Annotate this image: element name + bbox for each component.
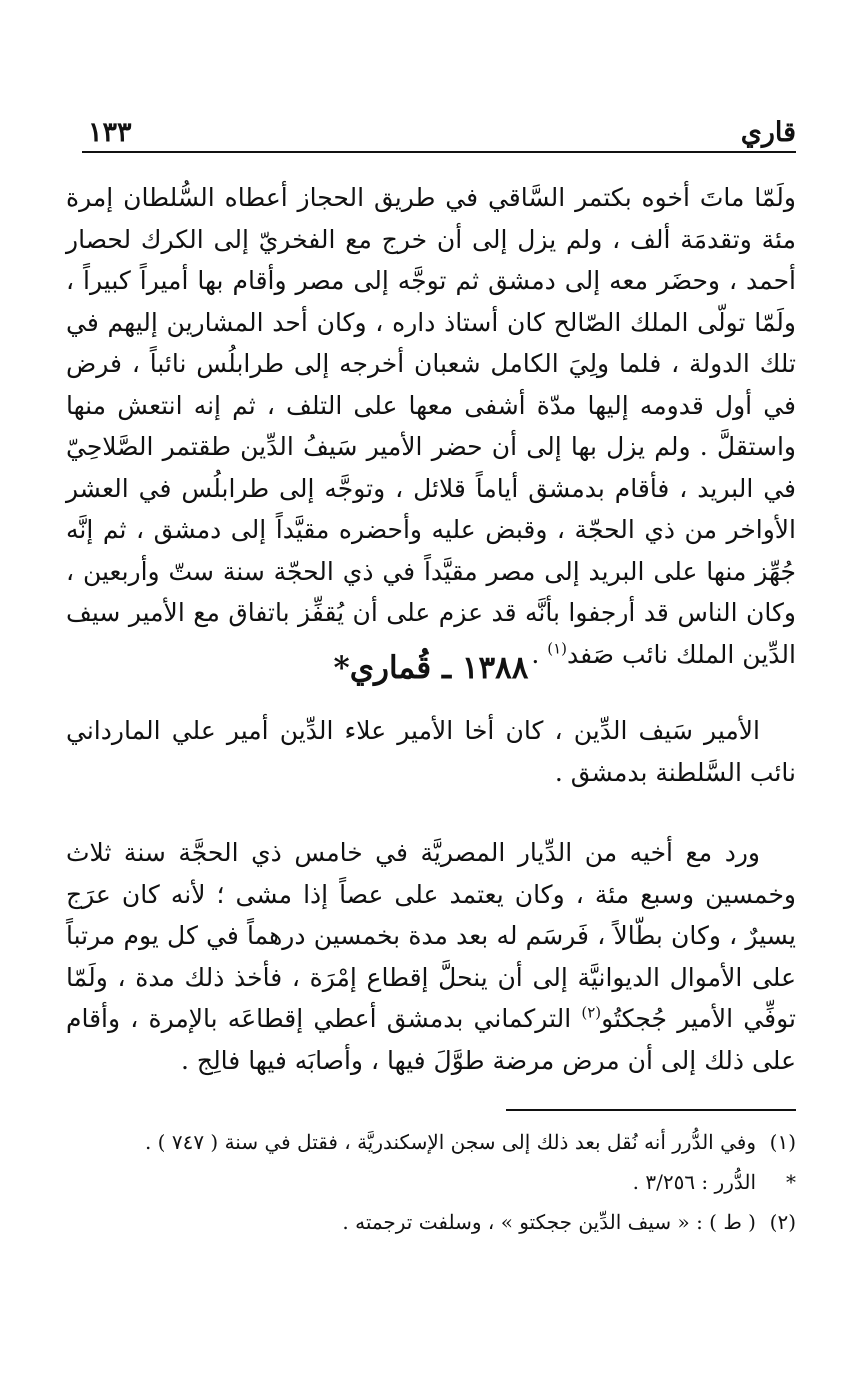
entry-title: ١٣٨٨ ـ قُماري* [333,650,529,686]
entry-intro-paragraph: الأمير سَيف الدِّين ، كان أخا الأمير علاء الدِّين أمير علي المارداني نائب السَّلطنة بدمشق . [66,716,796,787]
footnote-ref-1: (١) [547,639,568,658]
header-title: قاري [740,117,796,148]
paragraph-end: . [531,639,548,669]
paragraph-text: ولَمّا ماتَ أخوه بكتمر السَّاقي في طريق الحجاز أعطاه السُّلطان إمرة مئة وتقدمَة ألف ، ولم يزل إلى أن خرج مع الفخريّ إلى الكرك لحصار أحمد ، وحضَر معه إلى دمشق ثم توجَّه إلى مصر وأقام بها أميراً كبيراً ، ولَمّا تولّى الملك الصّالح كان أستاذ داره ، وكان أحد المشارين إليهم في تلك الدولة ، فلما ولِيَ الكامل شعبان أخرجه إلى طرابلُس نائباً ، فرض في أول قدومه إليها مدّة أشفى معها على التلف ، ثم إنه انتعش منها واستقلَّ . ولم يزل بها إلى أن حضر الأمير سَيفُ الدِّين طقتمر الصَّلاحِيّ في البريد ، فأقام بدمشق أياماً قلائل ، وتوجَّه إلى طرابلُس في العشر الأواخر من ذي الحجّة ، وقبض عليه وأحضره مقيَّداً إلى دمشق ، ثم إنَّه جُهِّز منها على البريد إلى مصر مقيَّداً في ذي الحجّة سنة ستّ وأربعين ، وكان الناس قد أرجفوا بأنَّه قد عزم على أن يُقفِّز باتفاق مع الأمير سيف الدِّين الملك نائب صَفد [66,183,796,669]
footnote-text: ( ط ) : « سيف الدِّين ججكتو » ، وسلفت ترجمته . [342,1210,756,1234]
footnote-marker: (١) [769,1130,796,1154]
footnote [66,1202,796,1242]
page-number: ١٣٣ [88,117,132,148]
running-header [88,112,796,148]
footnote-ref-2: (٢) [581,1003,602,1022]
paragraph-text: ورد مع أخيه من الدِّيار المصريَّة في خامس ذي الحجَّة سنة ثلاث وخمسين وسبع مئة ، وكان يعتمد على عصاً إذا مشى ؛ لأنه كان عرَج يسيرٌ ، وكان بطّالاً ، فَرسَم له بعد مدة بخمسين درهماً في كل يوم مرتباً على الأموال الديوانيَّة إلى أن ينحلَّ إقطاع إمْرَة ، فأخذ ذلك مدة ، ولَمّا توفِّي الأمير جُجكتُو [66,838,796,1033]
footnote-marker: (٢) [769,1210,796,1234]
footnotes [66,1122,796,1242]
footnote-text: الدُّرر : ٣/٢٥٦ . [632,1170,756,1194]
footnote-marker: * [786,1170,796,1194]
paragraph-end: التركماني بدمشق أعطي إقطاعَه بالإمرة ، وأقام على ذلك إلى أن مرض مرضة طوَّلَ فيها ، وأصابَه فيها فالِج . [66,1004,796,1075]
entry-body-paragraph [66,832,796,1081]
footnote-rule [506,1109,796,1111]
footnote-text: وفي الدُّرر أنه نُقل بعد ذلك إلى سجن الإسكندريَّة ، فقتل في سنة ( ٧٤٧ ) . [144,1130,756,1154]
paragraph-continuation [66,177,796,675]
footnote [66,1162,796,1202]
footnote [66,1122,796,1162]
header-rule [82,151,796,153]
